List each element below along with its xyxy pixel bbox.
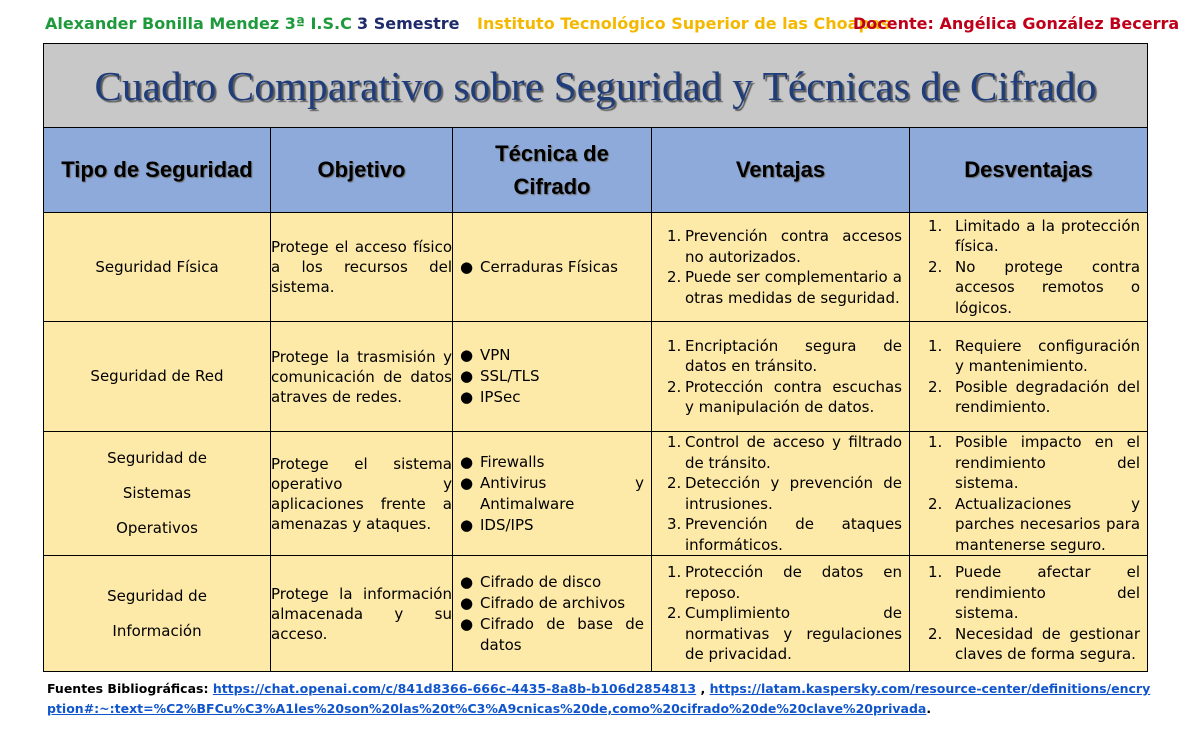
column-header-objective: Objetivo xyxy=(271,128,453,213)
source-link-openai[interactable]: https://chat.openai.com/c/841d8366-666c-4435-8a8b-b106d2854813 xyxy=(212,681,697,696)
security-type-cell xyxy=(44,432,271,556)
disadvantage-item xyxy=(928,562,1141,624)
technique-text: VPN xyxy=(480,346,511,364)
disadvantages-list xyxy=(910,562,1147,665)
technique-item xyxy=(460,366,644,387)
objective-text: Protege el acceso físico a los recursos del sistema. xyxy=(271,238,452,296)
bullet-icon: ● xyxy=(460,593,474,612)
disadvantage-text: Puede afectar el rendimiento del sistema. xyxy=(955,563,1141,623)
disadvantage-item xyxy=(928,336,1141,377)
list-number: 2. xyxy=(928,494,943,513)
column-header-advantages: Ventajas xyxy=(652,128,910,213)
advantage-text: Detección y prevención de intrusiones. xyxy=(685,474,902,513)
semester-label: 3 Semestre xyxy=(357,14,460,33)
comparison-table xyxy=(43,43,1148,672)
bullet-icon: ● xyxy=(460,346,474,364)
technique-list xyxy=(453,572,651,656)
author-name: Alexander Bonilla Mendez 3ª I.S.C xyxy=(45,14,352,33)
technique-item xyxy=(460,515,644,536)
advantage-text: Encriptación segura de datos en tránsito. xyxy=(685,336,902,375)
technique-text: Cifrado de archivos xyxy=(480,593,626,612)
technique-text: SSL/TLS xyxy=(480,367,540,385)
technique-cell xyxy=(453,322,652,432)
disadvantage-item xyxy=(928,494,1141,556)
objective-cell xyxy=(271,432,453,556)
advantage-text: Prevención de ataques informáticos. xyxy=(685,515,902,554)
document-header xyxy=(0,10,1200,36)
security-type-cell xyxy=(44,322,271,432)
technique-cell xyxy=(453,213,652,322)
list-number: 2. xyxy=(667,268,682,286)
list-number: 2. xyxy=(928,257,943,276)
disadvantages-cell xyxy=(910,432,1148,556)
security-type-cell xyxy=(44,556,271,672)
bullet-icon: ● xyxy=(460,388,474,406)
advantage-text: Puede ser complementario a otras medidas de seguridad. xyxy=(685,268,902,307)
list-number: 2. xyxy=(928,624,943,643)
list-number: 1. xyxy=(928,216,943,235)
bullet-icon: ● xyxy=(460,515,474,534)
institute-name: Instituto Tecnológico Superior de las Choapas xyxy=(477,14,891,33)
security-type-cell xyxy=(44,213,271,322)
advantage-item xyxy=(667,377,902,418)
bullet-icon: ● xyxy=(460,614,474,633)
disadvantage-text: No protege contra accesos remotos o lógicos. xyxy=(955,257,1141,317)
list-number: 1. xyxy=(667,433,682,451)
table-title: Cuadro Comparativo sobre Seguridad y Técnicas de Cifrado xyxy=(44,44,1148,128)
technique-item xyxy=(460,572,644,593)
technique-item xyxy=(460,452,644,473)
technique-item xyxy=(460,387,644,408)
column-header-row xyxy=(44,128,1148,213)
disadvantage-text: Limitado a la protección física. xyxy=(955,216,1141,256)
bullet-icon: ● xyxy=(460,257,474,276)
objective-cell xyxy=(271,322,453,432)
technique-text: Firewalls xyxy=(480,452,545,471)
disadvantage-item xyxy=(928,432,1141,494)
advantage-item xyxy=(667,267,902,308)
objective-text: Protege el sistema operativo y aplicaciones frente a amenazas y ataques. xyxy=(271,454,452,533)
disadvantages-cell xyxy=(910,556,1148,672)
technique-text: Cerraduras Físicas xyxy=(480,257,618,276)
advantages-list xyxy=(652,336,909,418)
column-header-type: Tipo de Seguridad xyxy=(44,128,271,213)
disadvantage-item xyxy=(928,257,1141,319)
security-type: Seguridad Física xyxy=(95,257,219,276)
column-header-technique xyxy=(453,128,652,213)
teacher-name: Docente: Angélica González Becerra xyxy=(853,14,1180,33)
advantage-item xyxy=(667,562,902,603)
disadvantage-text: Requiere configuración y mantenimiento. xyxy=(955,336,1141,375)
advantage-item xyxy=(667,226,902,267)
advantages-cell xyxy=(652,432,910,556)
bullet-icon: ● xyxy=(460,367,474,385)
disadvantage-item xyxy=(928,377,1141,418)
objective-text: Protege la trasmisión y comunicación de datos atraves de redes. xyxy=(271,347,452,406)
technique-text: Antivirus y Antimalware xyxy=(480,473,644,513)
objective-cell xyxy=(271,556,453,672)
technique-list xyxy=(453,257,651,278)
table-row xyxy=(44,213,1148,322)
disadvantage-text: Posible impacto en el rendimiento del sistema. xyxy=(955,433,1141,492)
advantage-text: Cumplimiento de normativas y regulaciones de privacidad. xyxy=(685,604,902,664)
list-number: 1. xyxy=(928,563,943,582)
technique-item xyxy=(460,345,644,366)
bibliography xyxy=(47,679,1157,719)
list-number: 3. xyxy=(667,515,682,533)
list-number: 2. xyxy=(667,604,682,623)
technique-item xyxy=(460,593,644,614)
objective-cell xyxy=(271,213,453,322)
advantage-item xyxy=(667,514,902,555)
advantage-item xyxy=(667,473,902,514)
bullet-icon: ● xyxy=(460,473,474,492)
list-number: 1. xyxy=(667,563,682,582)
bullet-icon: ● xyxy=(460,452,474,471)
advantages-cell xyxy=(652,556,910,672)
list-number: 1. xyxy=(667,227,682,245)
table-row xyxy=(44,432,1148,556)
column-header-disadvantages: Desventajas xyxy=(910,128,1148,213)
technique-item xyxy=(460,473,644,515)
bullet-icon: ● xyxy=(460,572,474,591)
table-row xyxy=(44,556,1148,672)
list-number: 1. xyxy=(667,336,682,355)
advantage-item xyxy=(667,432,902,473)
disadvantages-list xyxy=(910,336,1147,418)
technique-text: IDS/IPS xyxy=(480,515,534,534)
disadvantages-cell xyxy=(910,213,1148,322)
column-header-technique-label: Técnica de Cifrado xyxy=(495,141,609,199)
advantage-text: Control de acceso y filtrado de tránsito. xyxy=(685,433,902,472)
security-type: Seguridad de Sistemas Operativos xyxy=(107,449,207,537)
list-number: 2. xyxy=(667,474,682,492)
disadvantage-text: Posible degradación del rendimiento. xyxy=(955,377,1141,416)
disadvantage-item xyxy=(928,216,1141,257)
advantage-item xyxy=(667,603,902,665)
source-end: . xyxy=(926,701,932,716)
advantage-text: Prevención contra accesos no autorizados. xyxy=(685,227,902,266)
objective-text: Protege la información almacenada y su acceso. xyxy=(271,584,452,643)
disadvantages-list xyxy=(910,216,1147,319)
technique-item xyxy=(460,614,644,656)
advantages-list xyxy=(652,562,909,665)
technique-cell xyxy=(453,432,652,556)
advantages-list xyxy=(652,226,909,308)
list-number: 1. xyxy=(928,433,943,451)
technique-text: IPSec xyxy=(480,388,521,406)
bibliography-label: Fuentes Bibliográficas: xyxy=(47,681,209,696)
source-separator: , xyxy=(696,681,710,696)
advantage-text: Protección contra escuchas y manipulación de datos. xyxy=(685,377,902,416)
technique-cell xyxy=(453,556,652,672)
list-number: 2. xyxy=(667,377,682,396)
advantage-text: Protección de datos en reposo. xyxy=(685,563,902,602)
disadvantage-item xyxy=(928,624,1141,665)
table-row xyxy=(44,322,1148,432)
technique-item xyxy=(460,257,644,278)
disadvantage-text: Necesidad de gestionar claves de forma segura. xyxy=(955,624,1141,664)
advantages-cell xyxy=(652,213,910,322)
advantages-cell xyxy=(652,322,910,432)
advantages-list xyxy=(652,432,909,555)
security-type: Seguridad de Información xyxy=(107,586,207,640)
disadvantage-text: Actualizaciones y parches necesarios para mantenerse seguro. xyxy=(955,494,1141,554)
advantage-item xyxy=(667,336,902,377)
technique-list xyxy=(453,452,651,536)
technique-text: Cifrado de disco xyxy=(480,572,602,591)
technique-text: Cifrado de base de datos xyxy=(480,614,644,654)
disadvantages-list xyxy=(910,432,1147,555)
list-number: 2. xyxy=(928,377,943,396)
technique-list xyxy=(453,345,651,408)
security-type: Seguridad de Red xyxy=(90,367,224,385)
disadvantages-cell xyxy=(910,322,1148,432)
source-link-kaspersky[interactable]: https://latam.kaspersky.com/resource-center/definitions/encryption#:~:text=%C2%BFCu%C3%A1les%20son%20las%20t%C3%A9cnicas%20de,como%20cifrado%20de%20clave%20privada xyxy=(47,681,1151,716)
list-number: 1. xyxy=(928,336,943,355)
